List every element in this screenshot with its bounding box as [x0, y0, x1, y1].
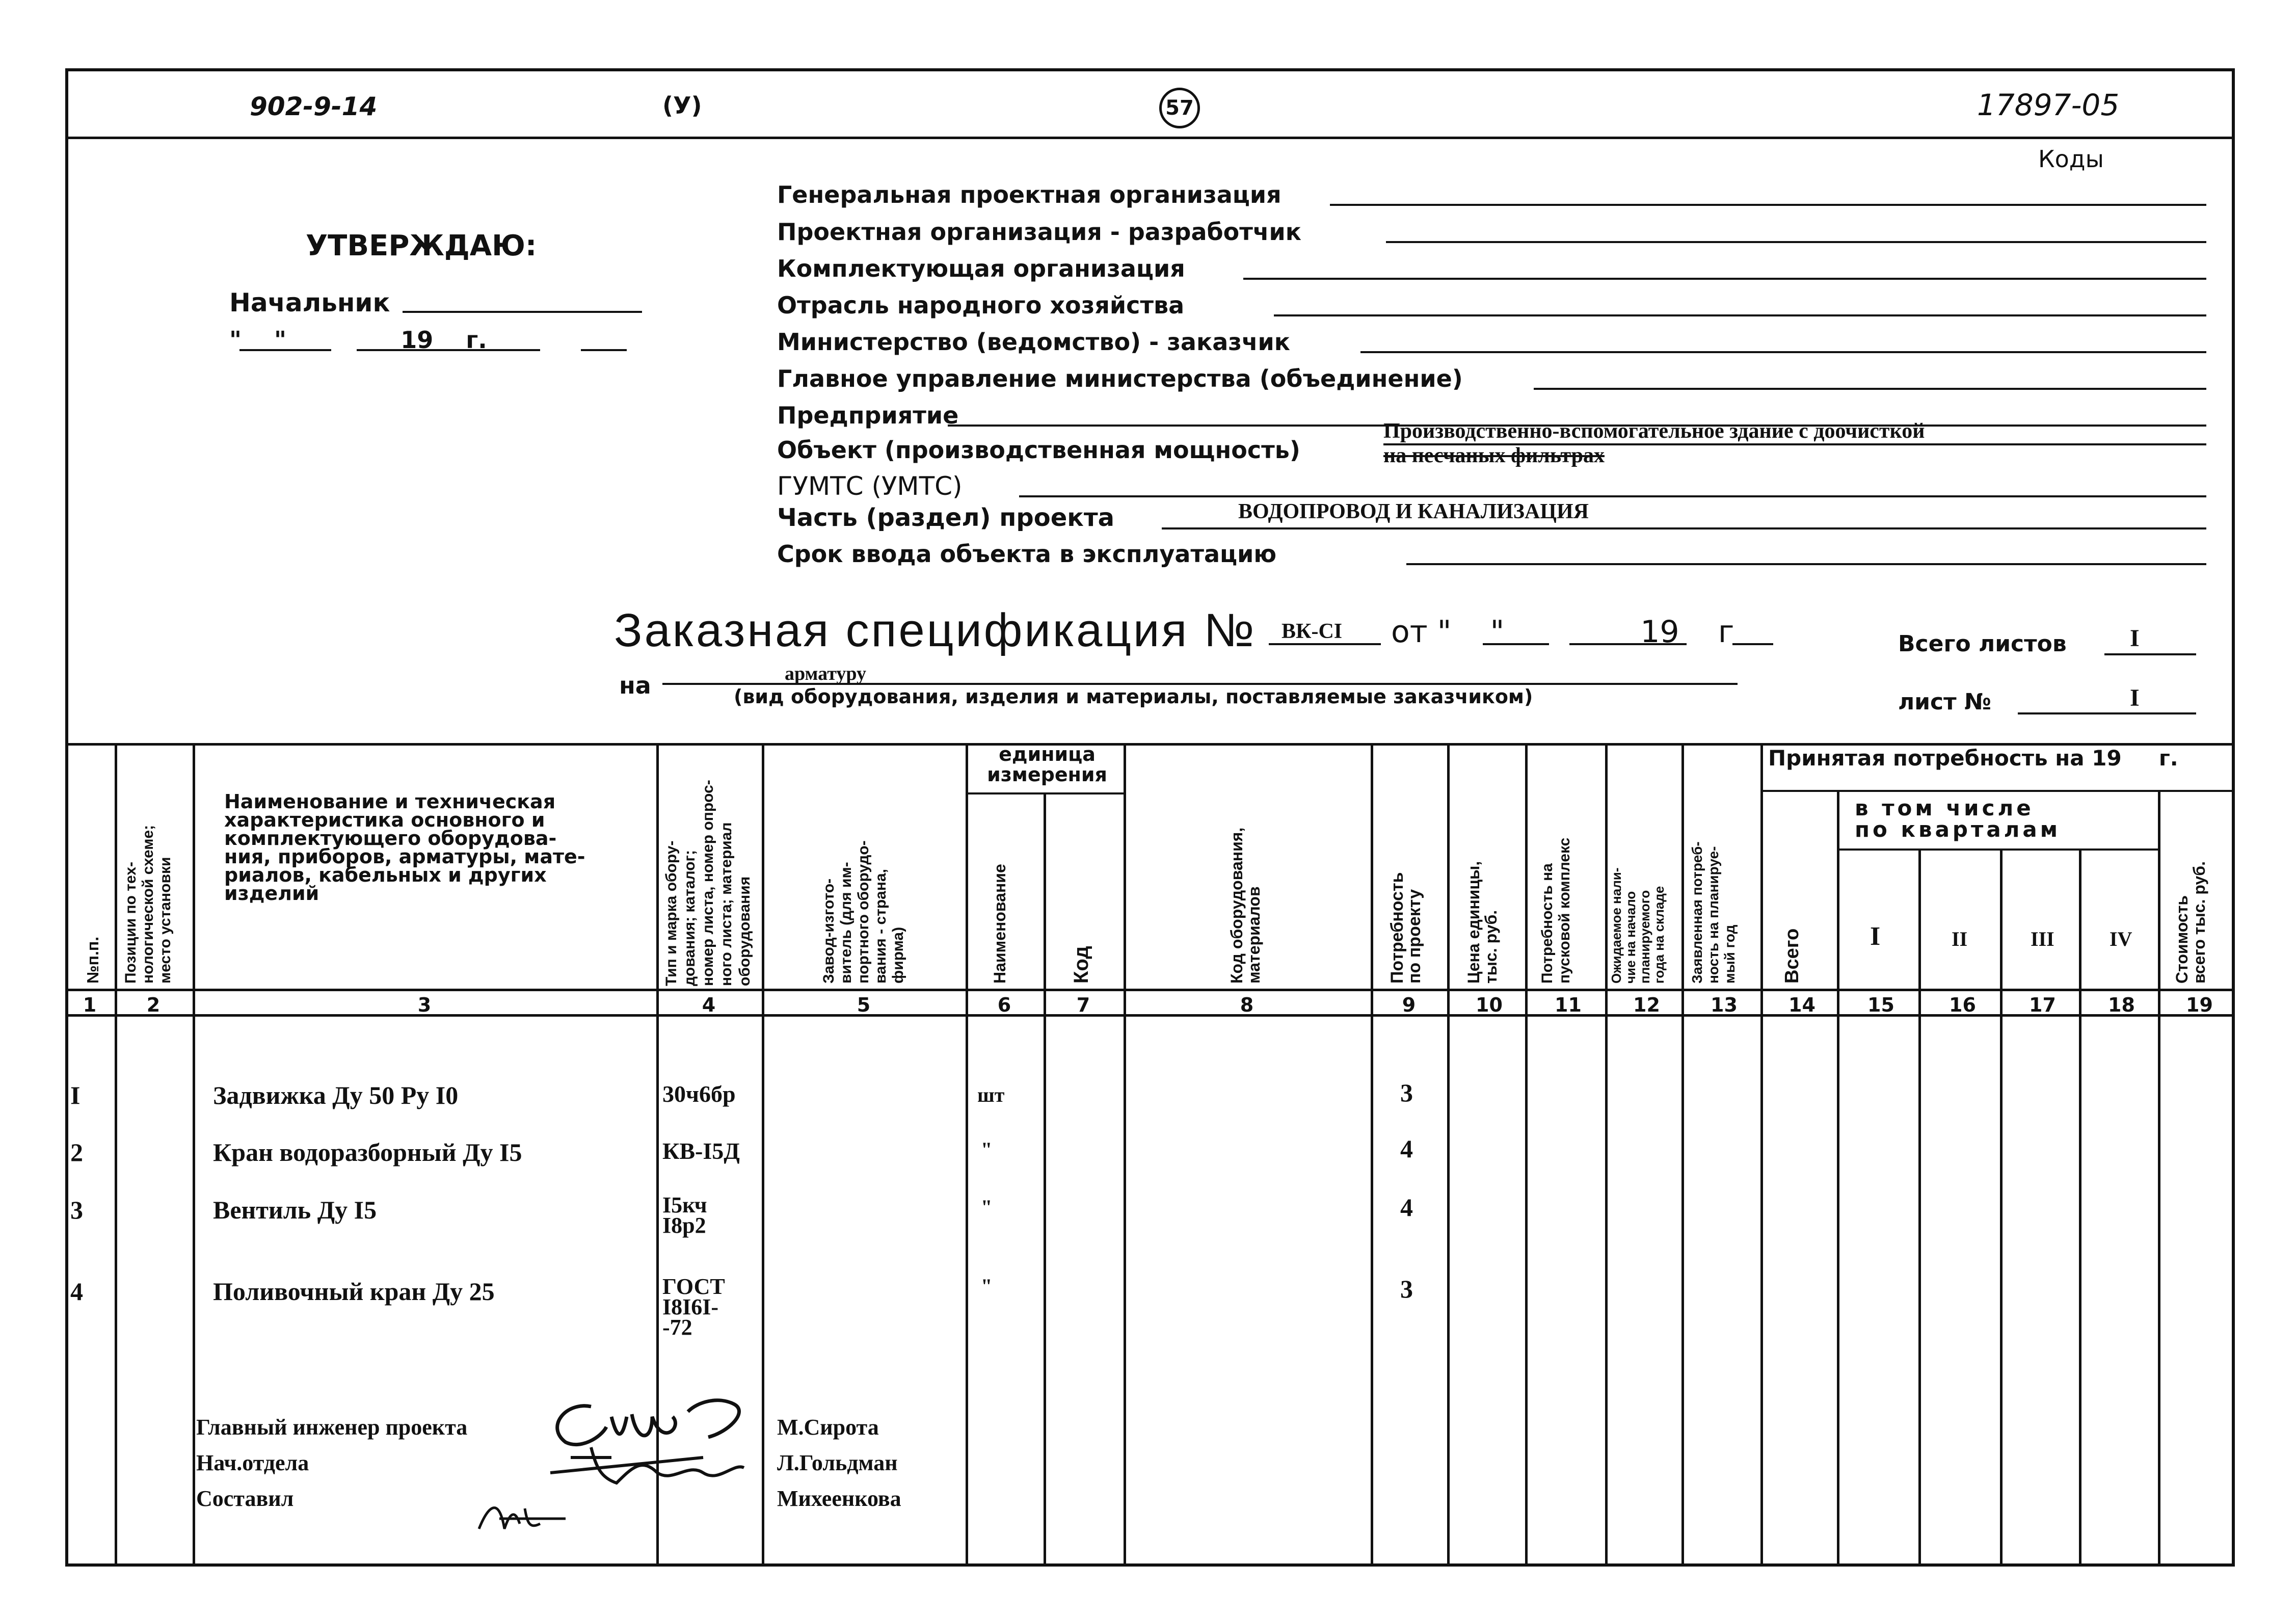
- for-hint: (вид оборудования, изделия и материалы, поставляемые заказчиком): [734, 685, 1533, 708]
- row-qty: 4: [1400, 1134, 1413, 1163]
- col-line: [1447, 743, 1450, 1565]
- org-field-label: Комплектующая организация: [777, 255, 1185, 282]
- row-name: Кран водоразборный Ду I5: [213, 1138, 522, 1167]
- org-field-label: Срок ввода объекта в эксплуатацию: [777, 540, 1277, 568]
- col-number: 12: [1633, 994, 1660, 1016]
- volume-mark: (У): [662, 92, 702, 119]
- col-header-19: Стоимость всего тыс. руб.: [2173, 861, 2208, 984]
- for-value: арматуру: [785, 663, 866, 684]
- col-number: 18: [2108, 994, 2135, 1016]
- row-qty: 3: [1400, 1275, 1413, 1303]
- col-line: [1371, 743, 1373, 1565]
- for-label: на: [619, 672, 651, 699]
- signature-dept-head: [540, 1437, 754, 1493]
- col-number: 7: [1076, 994, 1090, 1016]
- col-line: [1044, 792, 1046, 1565]
- col-header-7: Код: [1070, 946, 1092, 984]
- spec-from-line-1: [1483, 643, 1549, 645]
- chief-line: [403, 311, 642, 313]
- accepted-group-header: Принятая потребность на 19 г.: [1768, 746, 2178, 771]
- spec-from-line-2: [1569, 643, 1687, 645]
- col-line: [1124, 743, 1126, 1565]
- row-type: 30ч6бр: [662, 1081, 736, 1107]
- col-header-10: Цена единицы, тыс. руб.: [1464, 861, 1500, 984]
- total-sheets: I: [2130, 625, 2140, 652]
- col-number: 4: [702, 994, 716, 1016]
- col-number: 10: [1476, 994, 1503, 1016]
- accepted-group-line: [1760, 790, 2235, 792]
- col-line: [1760, 743, 1763, 1565]
- col-number: 6: [997, 994, 1011, 1016]
- approval-date-line-1: [239, 349, 331, 351]
- col-line: [1525, 743, 1528, 1565]
- col-line: [1918, 849, 1921, 1565]
- col-line: [115, 743, 117, 1565]
- row-number: I: [70, 1081, 81, 1109]
- codes-label: Коды: [2038, 145, 2104, 173]
- col-line: [2000, 849, 2003, 1565]
- org-field-label: ГУМТС (УМТС): [777, 471, 963, 501]
- signature-name: Михеенкова: [777, 1486, 901, 1511]
- header-divider: [65, 137, 2235, 139]
- col-line: [193, 743, 195, 1565]
- org-field-line: [1386, 241, 2206, 243]
- row-unit: ": [981, 1196, 993, 1218]
- col-header-4: Тип и марка обору- дования; каталог; номер листа, номер опрос- ного листа; материал оборудования: [663, 780, 753, 986]
- org-field-line: [1162, 527, 2206, 529]
- row-qty: 3: [1400, 1078, 1413, 1107]
- quarter-2: II: [1952, 927, 1968, 950]
- quarter-1: I: [1870, 922, 1881, 951]
- org-field-label: Объект (производственная мощность): [777, 436, 1300, 464]
- org-field-line: [1330, 204, 2206, 206]
- col-line: [1837, 790, 1839, 1565]
- col-line: [2079, 849, 2081, 1565]
- org-field-label: Отрасль народного хозяйства: [777, 291, 1185, 319]
- col-number: 17: [2029, 994, 2056, 1016]
- col-number: 9: [1402, 994, 1416, 1016]
- org-field-line: [1360, 351, 2206, 353]
- col-header-5: Завод-изгото- витель (для им- портного оборудо- вания - страна, фирма): [820, 840, 906, 984]
- unit-group-header: единица измерения: [987, 743, 1107, 786]
- spec-number-line: [1269, 643, 1381, 645]
- col-header-2: Позиции по тех- нологической схеме; место установки: [122, 825, 174, 984]
- row-type: I5кч I8р2: [662, 1192, 707, 1238]
- object-value-2: на песчаных фильтрах: [1383, 444, 1605, 467]
- chief-label: Начальник: [229, 288, 390, 317]
- spec-title: [614, 604, 1256, 657]
- col-header-11: Потребность на пусковой комплекс: [1539, 837, 1573, 984]
- org-field-line: [1274, 314, 2206, 316]
- col-header-8: Код оборудования, материалов: [1227, 827, 1263, 984]
- section-value: ВОДОПРОВОД И КАНАЛИЗАЦИЯ: [1238, 500, 1589, 523]
- col-line: [1681, 743, 1684, 1565]
- row-qty: 4: [1400, 1193, 1413, 1222]
- page-number-text: 57: [1165, 96, 1194, 120]
- col-header-9: Потребность по проекту: [1387, 872, 1424, 984]
- quarter-3: III: [2031, 927, 2054, 950]
- col-number: 13: [1711, 994, 1738, 1016]
- row-number: 2: [70, 1138, 83, 1167]
- signature-role: Главный инженер проекта: [196, 1415, 468, 1440]
- row-name: Задвижка Ду 50 Ру I0: [213, 1081, 459, 1109]
- col-number: 5: [857, 994, 871, 1016]
- approval-date-line-2: [357, 349, 540, 351]
- col-line: [762, 743, 764, 1565]
- page-number: [1159, 88, 1200, 128]
- signature-role: Составил: [196, 1486, 294, 1511]
- project-code: 902-9-14: [250, 92, 378, 121]
- quarter-group-line: [1837, 849, 2158, 851]
- col-number: 8: [1240, 994, 1254, 1016]
- org-field-line: [1534, 388, 2206, 390]
- sheet-number: I: [2130, 684, 2140, 711]
- approval-date: " " 19 г.: [229, 326, 487, 354]
- org-field-label: Главное управление министерства (объединение): [777, 365, 1463, 392]
- signature-role: Нач.отдела: [196, 1450, 309, 1475]
- row-unit: ": [981, 1275, 993, 1297]
- row-name: Вентиль Ду I5: [213, 1196, 377, 1224]
- row-unit: шт: [977, 1083, 1005, 1106]
- spec-from-line-3: [1732, 643, 1773, 645]
- signature-name: М.Сирота: [777, 1415, 879, 1440]
- table-colnum-bottom: [65, 1014, 2235, 1017]
- col-header-12: Ожидаемое нали- чие на начало планируемого года на складе: [1609, 867, 1667, 984]
- row-unit: ": [981, 1138, 993, 1161]
- table-colnum-top: [65, 989, 2235, 991]
- spec-number: ВК-СI: [1282, 620, 1343, 643]
- col-number: 2: [146, 994, 161, 1016]
- for-line: [662, 683, 1738, 685]
- spec-from: от " " 19 г: [1391, 614, 1734, 650]
- col-header-3: Наименование и техническая характеристика основного и комплектующего оборудова- ния, приборов, арматуры, мате- риалов, кабельных и других изделий: [224, 790, 585, 905]
- row-name: Поливочный кран Ду 25: [213, 1277, 495, 1306]
- row-type: КВ-I5Д: [662, 1138, 740, 1164]
- sheet-label: лист №: [1898, 689, 1991, 715]
- org-field-line: [1406, 563, 2206, 565]
- org-field-label: Проектная организация - разработчик: [777, 218, 1301, 246]
- row-type: ГОСТ I8I6I- -72: [662, 1274, 725, 1340]
- object-value: Производственно-вспомогательное здание с доочисткой: [1383, 419, 1925, 443]
- org-field-label: Генеральная проектная организация: [777, 181, 1282, 208]
- org-field-label: Министерство (ведомство) - заказчик: [777, 328, 1290, 356]
- col-number: 19: [2186, 994, 2213, 1016]
- col-number: 15: [1867, 994, 1894, 1016]
- col-number: 11: [1555, 994, 1582, 1016]
- org-field-line: [1019, 495, 2206, 497]
- org-field-label: Часть (раздел) проекта: [777, 503, 1115, 532]
- col-header-13: Заявленная потреб- ность на планируе- мый год: [1689, 841, 1738, 984]
- col-line: [1605, 743, 1608, 1565]
- col-number: 1: [83, 994, 97, 1016]
- col-line: [2158, 790, 2160, 1565]
- quarter-4: IV: [2110, 927, 2132, 950]
- org-field-line: [1243, 278, 2206, 280]
- quarter-group-header: в том числе по кварталам: [1855, 796, 2061, 842]
- row-number: 4: [70, 1277, 83, 1306]
- col-number: 3: [417, 994, 432, 1016]
- col-line: [966, 743, 968, 1565]
- approval-date-line-3: [581, 349, 627, 351]
- signature-name: Л.Гольдман: [777, 1450, 898, 1475]
- row-number: 3: [70, 1196, 83, 1224]
- approve-title: УТВЕРЖДАЮ:: [306, 229, 537, 262]
- col-header-14: Всего: [1781, 928, 1803, 984]
- col-number: 14: [1788, 994, 1816, 1016]
- total-sheets-label: Всего листов: [1898, 631, 2067, 657]
- col-number: 16: [1949, 994, 1976, 1016]
- sheet-line: [2018, 712, 2196, 714]
- signature-compiler: [469, 1493, 571, 1539]
- doc-number: 17897-05: [1977, 88, 2120, 122]
- spec-title-text: Заказная спецификация №: [614, 604, 1257, 656]
- org-field-label: Предприятие: [777, 402, 959, 429]
- total-sheets-line: [2104, 653, 2196, 655]
- col-header-1: №п.п.: [84, 936, 102, 984]
- col-header-6: Наименование: [991, 864, 1009, 984]
